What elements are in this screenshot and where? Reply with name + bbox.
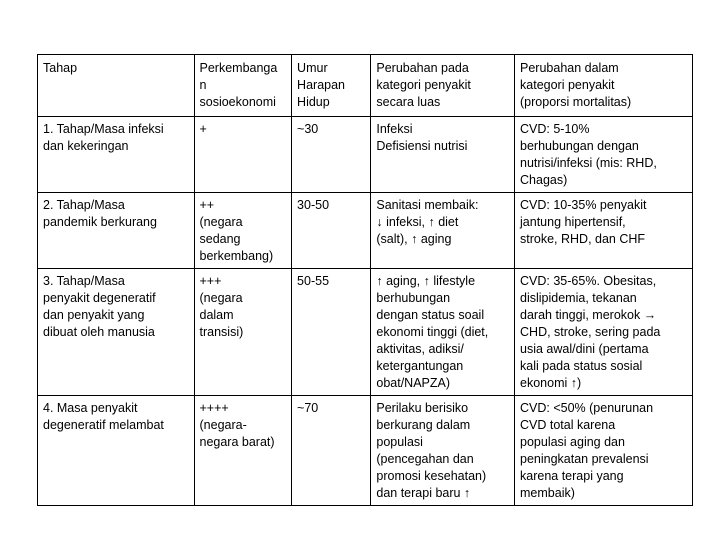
header-row: [38, 55, 693, 117]
table-cell: [515, 117, 693, 193]
cell-text: membaik): [520, 486, 575, 500]
cell-text: populasi aging dan: [520, 435, 625, 449]
cell-text: dislipidemia, tekanan: [520, 291, 637, 305]
header-perkembangan-sosioekonomi: [194, 55, 292, 117]
cell-text: 3. Tahap/Masa: [43, 274, 125, 288]
table-row: [38, 117, 693, 193]
cell-text: berhubungan dengan: [520, 139, 639, 153]
cell-text: ekonomi tinggi (diet,: [376, 325, 489, 339]
cell-text: CVD: <50% (penurunan: [520, 401, 654, 415]
cell-text: dibuat oleh manusia: [43, 325, 155, 339]
cell-text: (pencegahan dan: [376, 452, 474, 466]
cell-text: ~30: [297, 122, 319, 136]
table-cell: [371, 396, 515, 506]
cell-text: peningkatan prevalensi: [520, 452, 649, 466]
table-cell: [194, 193, 292, 269]
table-cell: [194, 269, 292, 396]
cell-text: pandemik berkurang: [43, 215, 157, 229]
cell-text: +++: [199, 274, 222, 288]
cell-text: 4. Masa penyakit: [43, 401, 138, 415]
cell-text: (negara: [199, 215, 243, 229]
table-cell: [292, 269, 371, 396]
cell-text: transisi): [199, 325, 244, 339]
header-text: Harapan: [297, 78, 345, 92]
table-cell: [38, 269, 195, 396]
cell-text: CVD: 10-35% penyakit: [520, 198, 647, 212]
cell-text: berkurang dalam: [376, 418, 471, 432]
cell-text: ~70: [297, 401, 319, 415]
cell-text: Chagas): [520, 173, 568, 187]
header-text: secara luas: [376, 95, 441, 109]
cell-text: dan terapi baru ↑: [376, 486, 471, 500]
cell-text: dengan status soail: [376, 308, 485, 322]
header-text: kategori penyakit: [520, 78, 615, 92]
cell-text: nutrisi/infeksi (mis: RHD,: [520, 156, 657, 170]
cell-text: CVD total karena: [520, 418, 616, 432]
header-text: sosioekonomi: [199, 95, 276, 109]
table-cell: [38, 117, 195, 193]
cell-text: jantung hipertensif,: [520, 215, 626, 229]
cell-text: ++++: [199, 401, 229, 415]
cell-text: penyakit degeneratif: [43, 291, 156, 305]
cell-text: CHD, stroke, sering pada: [520, 325, 661, 339]
cell-text: (salt), ↑ aging: [376, 232, 452, 246]
cell-text: darah tinggi, merokok →: [520, 308, 657, 322]
cell-text: Infeksi: [376, 122, 413, 136]
cell-text: ↑ aging, ↑ lifestyle: [376, 274, 476, 288]
header-text: Perkembanga: [199, 61, 278, 75]
cell-text: kali pada status sosial: [520, 359, 643, 373]
table-cell: [515, 193, 693, 269]
cell-text: 1. Tahap/Masa infeksi: [43, 122, 164, 136]
cell-text: +: [199, 122, 207, 136]
table-cell: [371, 117, 515, 193]
header-perubahan-proporsi-mortalitas: [515, 55, 693, 117]
table-cell: [292, 396, 371, 506]
header-text: Hidup: [297, 95, 330, 109]
table-cell: [38, 396, 195, 506]
cell-text: ketergantungan: [376, 359, 464, 373]
cell-text: ↓ infeksi, ↑ diet: [376, 215, 459, 229]
cell-text: dan kekeringan: [43, 139, 129, 153]
cell-text: promosi kesehatan): [376, 469, 487, 483]
table-cell: [292, 117, 371, 193]
cell-text: Perilaku berisiko: [376, 401, 469, 415]
cell-text: Sanitasi membaik:: [376, 198, 479, 212]
cell-text: 50-55: [297, 274, 330, 288]
header-umur-harapan-hidup: [292, 55, 371, 117]
disease-transition-table: [37, 54, 693, 506]
cell-text: negara barat): [199, 435, 275, 449]
cell-text: obat/NAPZA): [376, 376, 451, 390]
cell-text: 30-50: [297, 198, 330, 212]
cell-text: usia awal/dini (pertama: [520, 342, 649, 356]
header-text: Umur: [297, 61, 328, 75]
cell-text: CVD: 35-65%. Obesitas,: [520, 274, 657, 288]
cell-text: stroke, RHD, dan CHF: [520, 232, 646, 246]
cell-text: dalam: [199, 308, 234, 322]
table-cell: [515, 396, 693, 506]
table-cell: [38, 193, 195, 269]
cell-text: (negara-: [199, 418, 247, 432]
table-cell: [371, 193, 515, 269]
cell-text: ++: [199, 198, 215, 212]
cell-text: berhubungan: [376, 291, 451, 305]
header-text: kategori penyakit: [376, 78, 471, 92]
header-tahap: [38, 55, 195, 117]
cell-text: degeneratif melambat: [43, 418, 164, 432]
cell-text: CVD: 5-10%: [520, 122, 590, 136]
table-cell: [194, 396, 292, 506]
header-text: n: [199, 78, 207, 92]
table-row: [38, 269, 693, 396]
header-text: (proporsi mortalitas): [520, 95, 632, 109]
table-cell: [194, 117, 292, 193]
header-perubahan-kategori-luas: [371, 55, 515, 117]
table-cell: [292, 193, 371, 269]
table-cell: [371, 269, 515, 396]
table-cell: [515, 269, 693, 396]
table-row: [38, 396, 693, 506]
cell-text: populasi: [376, 435, 423, 449]
cell-text: ekonomi ↑): [520, 376, 582, 390]
cell-text: berkembang): [199, 249, 274, 263]
cell-text: aktivitas, adiksi/: [376, 342, 464, 356]
table-row: [38, 193, 693, 269]
header-text: Tahap: [43, 61, 78, 75]
cell-text: 2. Tahap/Masa: [43, 198, 125, 212]
cell-text: (negara: [199, 291, 243, 305]
header-text: Perubahan dalam: [520, 61, 619, 75]
header-text: Perubahan pada: [376, 61, 469, 75]
cell-text: Defisiensi nutrisi: [376, 139, 468, 153]
cell-text: karena terapi yang: [520, 469, 624, 483]
cell-text: sedang: [199, 232, 241, 246]
cell-text: dan penyakit yang: [43, 308, 145, 322]
